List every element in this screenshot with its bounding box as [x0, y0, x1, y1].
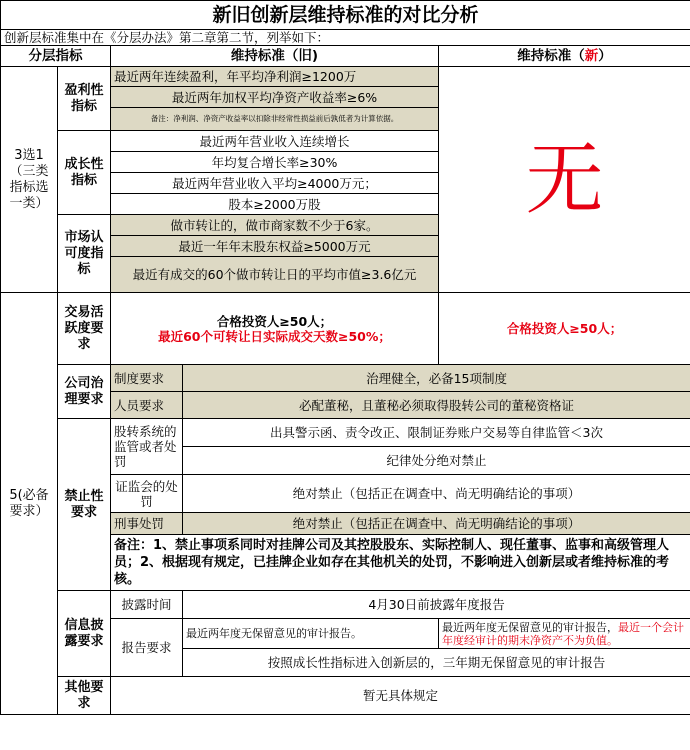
- header-indicator: 分层指标: [1, 46, 111, 67]
- growth-row: 最近两年营业收入连续增长: [111, 131, 439, 152]
- time-label: 披露时间: [111, 591, 183, 619]
- time-value: 4月30日前披露年度报告: [183, 591, 690, 619]
- group-mandatory: 5(必备要求）: [1, 293, 58, 715]
- staff-value: 必配董秘，且董秘必须取得股转公司的董秘资格证: [183, 392, 690, 419]
- profit-row: 最近两年连续盈利，年平均净利润≥1200万: [111, 67, 439, 87]
- growth-row: 股本≥2000万股: [111, 194, 439, 215]
- criminal-label: 刑事处罚: [111, 513, 183, 535]
- report-growth: 按照成长性指标进入创新层的，三年期无保留意见的审计报告: [183, 649, 690, 677]
- market-indicator-label: 市场认可度指标: [58, 215, 111, 293]
- new-standard-none: 无: [439, 67, 690, 293]
- criminal-value: 绝对禁止（包括正在调查中、尚无明确结论的事项）: [183, 513, 690, 535]
- market-row: 做市转让的，做市商家数不少于6家。: [111, 215, 439, 236]
- header-new-marker: 新: [584, 47, 599, 64]
- market-row: 最近一年年末股东权益≥5000万元: [111, 236, 439, 257]
- profit-row: 最近两年加权平均净资产收益率≥6%: [111, 87, 439, 108]
- system-label: 制度要求: [111, 365, 183, 392]
- report-new: 最近两年度无保留意见的审计报告，最近一个会计年度经审计的期末净资产不为负值。: [439, 619, 690, 649]
- prohibit-label: 禁止性要求: [58, 419, 111, 591]
- growth-row: 最近两年营业收入平均≥4000万元；: [111, 173, 439, 194]
- activity-label: 交易活跃度要求: [58, 293, 111, 365]
- report-label: 报告要求: [111, 619, 183, 677]
- header-old-standard: 维持标准（旧): [111, 46, 439, 67]
- market-row: 最近有成交的60个做市转让日的平均市值≥3.6亿元: [111, 257, 439, 293]
- activity-new: 合格投资人≥50人；: [439, 293, 690, 365]
- governance-label: 公司治理要求: [58, 365, 111, 419]
- growth-indicator-label: 成长性指标: [58, 131, 111, 215]
- profit-indicator-label: 盈利性指标: [58, 67, 111, 131]
- activity-old: 合格投资人≥50人； 最近60个可转让日实际成交天数≥50%；: [111, 293, 439, 365]
- csrc-label: 证监会的处罚: [111, 475, 183, 513]
- csrc-value: 绝对禁止（包括正在调查中、尚无明确结论的事项）: [183, 475, 690, 513]
- prohibit-note: 备注：1、禁止事项系同时对挂牌公司及其控股股东、实际控制人、现任董事、监事和高级管理人员；2、根据现有规定，已挂牌企业如存在其他机关的处罚，不影响进入创新层或者维持标准的考核。: [111, 535, 690, 591]
- report-old: 最近两年度无保留意见的审计报告。: [183, 619, 439, 649]
- staff-label: 人员要求: [111, 392, 183, 419]
- page-title: 新旧创新层维持标准的对比分析: [1, 1, 690, 30]
- group-three-choose-one: 3选1（三类指标选一类）: [1, 67, 58, 293]
- header-new-standard: 维持标准（新）: [439, 46, 690, 67]
- neeq-label: 股转系统的监管或者处罚: [111, 419, 183, 475]
- other-label: 其他要求: [58, 677, 111, 715]
- system-value: 治理健全，必备15项制度: [183, 365, 690, 392]
- growth-row: 年均复合增长率≥30%: [111, 152, 439, 173]
- profit-note: 备注：净利润、净资产收益率以扣除非经常性损益前后孰低者为计算依据。: [111, 108, 439, 131]
- disclosure-label: 信息披露要求: [58, 591, 111, 677]
- intro-text: 创新层标准集中在《分层办法》第二章第二节，列举如下：: [1, 30, 690, 46]
- neeq-value: 出具警示函、责令改正、限制证券账户交易等自律监管＜3次: [183, 419, 690, 447]
- other-value: 暂无具体规定: [111, 677, 690, 715]
- neeq-value: 纪律处分绝对禁止: [183, 447, 690, 475]
